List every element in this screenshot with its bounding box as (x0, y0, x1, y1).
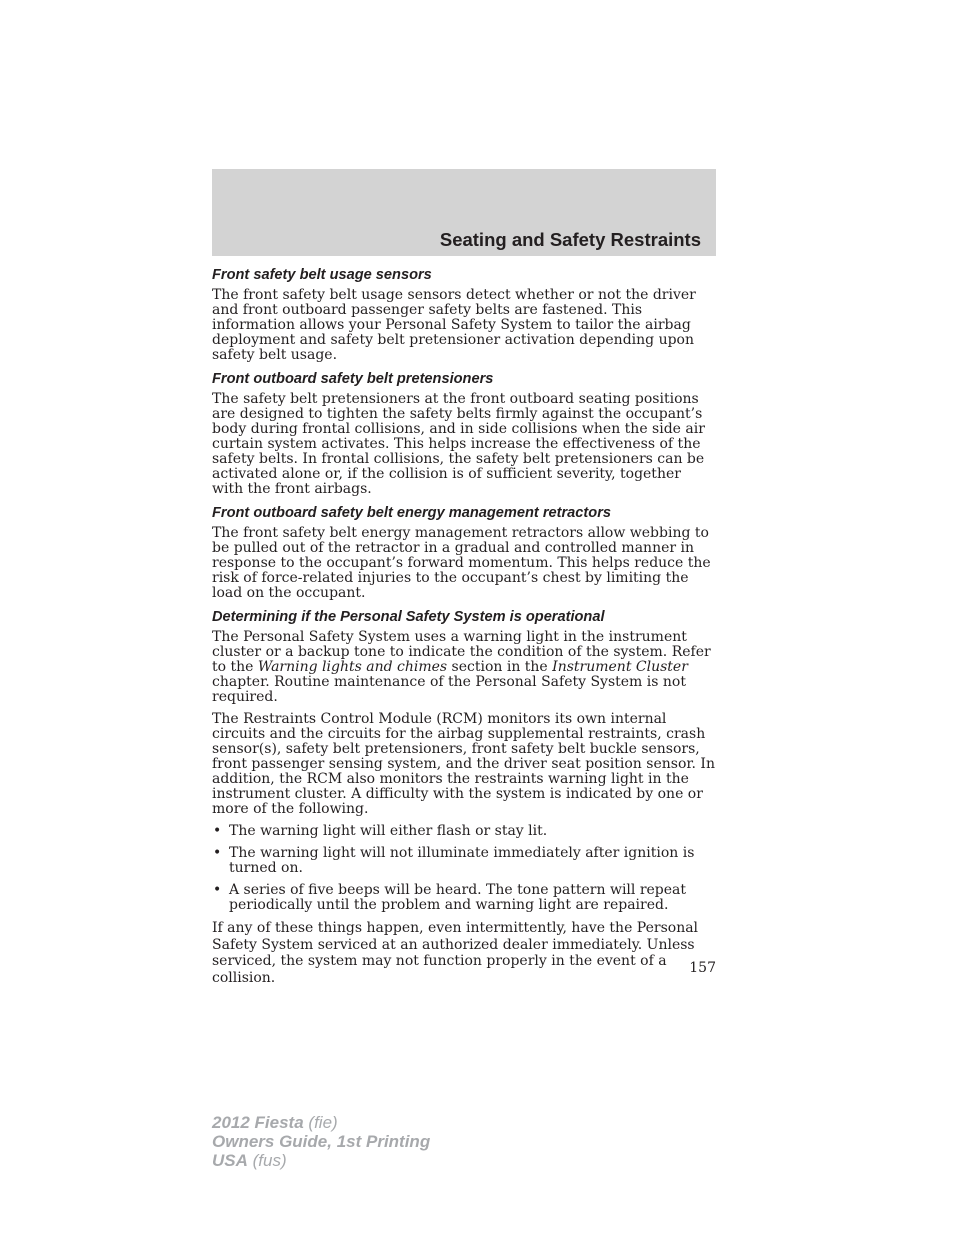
page-number: 157 (689, 960, 716, 976)
list-item: • A series of five beeps will be heard. The tone pattern will repeat periodically until the problem and warning light are repaired. (212, 883, 716, 913)
footer-model: 2012 Fiesta (212, 1113, 304, 1132)
text-run: section in the (447, 659, 553, 675)
paragraph-rcm: The Restraints Control Module (RCM) monitors its own internal circuits and the circuits for the airbag supplemental restraints, crash sensor(s), safety belt pretensioners, front safety belt buckle sensors, front passenger sensing system, and the driver seat position sensor. In addition, the RCM also monitors the restraints warning light in the instrument cluster. A difficulty with the system is indicated by one or more of the following. (212, 711, 715, 817)
reference-warning-lights: Warning lights and chimes (257, 659, 448, 675)
paragraph-service: If any of these things happen, even intermittently, have the Personal Safety System serviced at an authorized dealer immediately. Unless serviced, the system may not function properly in the event of a collision. (212, 920, 699, 986)
footer-line-model (212, 1113, 430, 1132)
paragraph-warning-light (212, 630, 716, 705)
paragraph-pretensioners: The safety belt pretensioners at the front outboard seating positions are designed to tighten the safety belts firmly against the occupant’s body during frontal collisions, and in side collisions when the side air curtain system activates. This helps increase the effectiveness of the safety belts. In frontal collisions, the safety belt pretensioners can be activated alone or, if the collision is of sufficient severity, together with the front airbags. (212, 391, 705, 497)
heading-usage-sensors: Front safety belt usage sensors (212, 267, 432, 283)
footer-print-info (212, 1113, 430, 1170)
text-run: The Personal Safety System uses a warning light in the instrument cluster or a backup tone to indicate the condition of the system. Refer to the (212, 629, 711, 675)
footer-market: USA (212, 1151, 248, 1170)
footer-line-market (212, 1151, 430, 1170)
heading-energy-retractors: Front outboard safety belt energy management retractors (212, 505, 611, 521)
heading-pretensioners: Front outboard safety belt pretensioners (212, 371, 494, 387)
list-item: • The warning light will not illuminate immediately after ignition is turned on. (212, 846, 716, 876)
text-run: chapter. Routine maintenance of the Personal Safety System is not required. (212, 674, 686, 705)
heading-system-operational: Determining if the Personal Safety System is operational (212, 609, 605, 625)
section-title: Seating and Safety Restraints (439, 229, 701, 250)
footer-line-guide: Owners Guide, 1st Printing (212, 1132, 431, 1151)
list-item: • The warning light will either flash or stay lit. (212, 824, 716, 839)
reference-instrument-cluster: Instrument Cluster (552, 659, 688, 675)
paragraph-energy-retractors: The front safety belt energy management retractors allow webbing to be pulled out of the retractor in a gradual and controlled manner in response to the occupant’s forward momentum. This helps reduce the risk of force-related injuries to the occupant’s chest by limiting the load on the occupant. (212, 525, 711, 601)
paragraph-usage-sensors: The front safety belt usage sensors detect whether or not the driver and front outboard passenger safety belts are fastened. This information allows your Personal Safety System to tailor the airbag deployment and safety belt pretensioner activation depending upon safety belt usage. (212, 287, 696, 363)
footer-market-code: (fus) (247, 1151, 287, 1170)
section-header-band (212, 169, 716, 256)
symptom-list (212, 824, 716, 913)
footer-model-code: (fie) (303, 1113, 338, 1132)
page-content (212, 266, 716, 993)
